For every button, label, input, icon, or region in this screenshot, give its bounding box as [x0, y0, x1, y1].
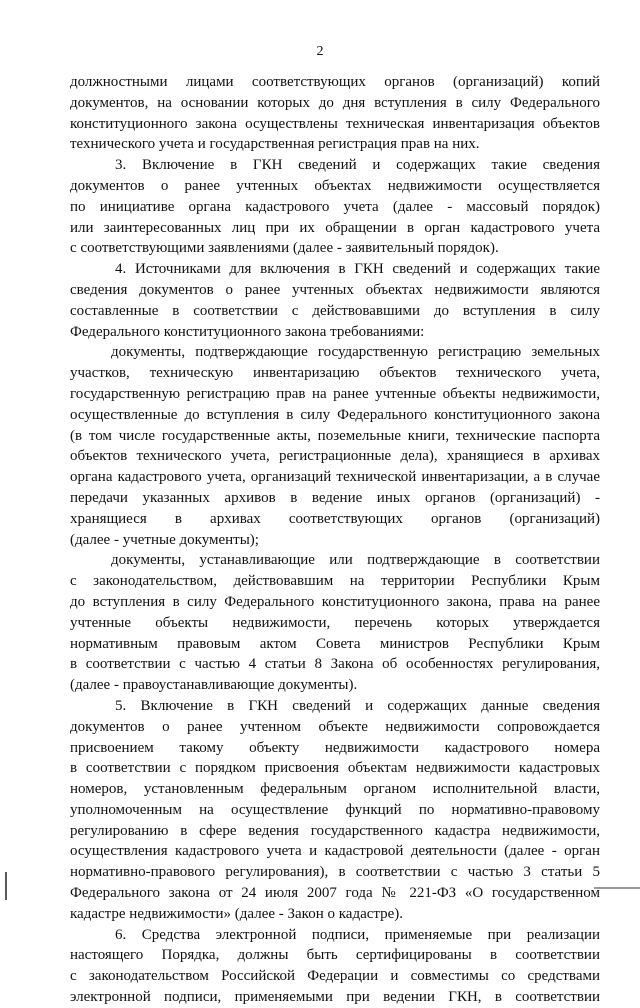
text-line: Федерального закона от 24 июля 2007 года № 221-ФЗ «О государственном	[70, 885, 600, 902]
text-line: настоящего Порядка, должны быть сертифицированы в соответствии	[70, 947, 600, 964]
text-line: с соответствующими заявлениями (далее - заявительный порядок).	[70, 240, 499, 257]
text-line: осуществления кадастрового учета и кадастровой деятельности (далее - орган	[70, 843, 600, 860]
text-line: нормативно-правового регулирования), в соответствии с частью 3 статьи 5	[70, 864, 600, 881]
text-line: или заинтересованных лиц при их обращении в орган кадастрового учета	[70, 219, 600, 236]
text-line: должностными лицами соответствующих органов (организаций) копий	[70, 74, 600, 90]
text-line: присвоением такому объекту недвижимости кадастрового номера	[70, 739, 600, 756]
text-line: кадастре недвижимости» (далее - Закон о кадастре).	[70, 905, 404, 922]
text-line: номеров, установленным федеральным органом исполнительной власти,	[70, 781, 600, 798]
text-line: по инициативе органа кадастрового учета (далее - массовый порядок)	[70, 198, 600, 215]
text-line: в соответствии с порядком присвоения объектам недвижимости кадастровых	[70, 760, 600, 777]
text-line: до вступления в силу Федерального конституционного закона, права на ранее	[70, 593, 600, 610]
text-line: (в том числе государственные акты, поземельные книги, технические паспорта	[70, 427, 600, 444]
text-line: 5. Включение в ГКН сведений и содержащих данные сведения	[115, 697, 600, 714]
text-line: хранящиеся в архивах соответствующих органов (организаций)	[70, 510, 600, 527]
text-line: электронной подписи, применяемыми при ведении ГКН, в соответствии	[70, 989, 600, 1006]
text-line: в соответствии с частью 4 статьи 8 Закона об особенностях регулирования,	[70, 656, 600, 673]
text-line: с законодательством Российской Федерации и совместимы со средствами	[70, 968, 600, 985]
text-line: документов, на основании которых до дня вступления в силу Федерального	[70, 94, 600, 111]
text-line: (далее - учетные документы);	[70, 531, 259, 548]
text-line: (далее - правоустанавливающие документы).	[70, 677, 358, 694]
text-line: сведения документов о ранее учтенных объектах недвижимости являются	[70, 281, 600, 298]
text-line: документов о ранее учтенных объектах недвижимости осуществляется	[70, 177, 600, 194]
text-line: объектов технического учета, регистрационные дела), хранящиеся в архивах	[70, 448, 600, 465]
text-line: 3. Включение в ГКН сведений и содержащих такие сведения	[115, 157, 600, 174]
text-line: нормативным правовым актом Совета министров Республики Крым	[70, 635, 600, 652]
text-line: государственную регистрацию прав на ранее учтенные объекты недвижимости,	[70, 385, 600, 402]
page-number: 2	[316, 44, 324, 59]
document-body	[70, 72, 600, 1008]
text-line: осуществленные до вступления в силу Федерального конституционного закона	[70, 406, 600, 423]
text-line: 4. Источниками для включения в ГКН сведений и содержащих такие	[115, 261, 600, 278]
text-line: уполномоченным на осуществление функций по нормативно-правовому	[70, 801, 600, 818]
text-line: документов о ранее учтенном объекте недвижимости сопровождается	[70, 718, 600, 735]
text-line: органа кадастрового учета, организаций технической инвентаризации, а в случае	[70, 469, 600, 486]
text-line: участков, техническую инвентаризацию объектов технического учета,	[70, 365, 600, 382]
text-line: с законодательством, действовавшим на территории Республики Крым	[70, 573, 600, 590]
text-line: конституционного закона осуществлены техническая инвентаризация объектов	[70, 115, 600, 132]
text-line: технического учета и государственная регистрация прав на них.	[70, 136, 480, 153]
text-line: документы, устанавливающие или подтверждающие в соответствии	[111, 552, 600, 569]
text-line: Федерального конституционного закона требованиями:	[70, 323, 425, 340]
text-line: 6. Средства электронной подписи, применяемые при реализации	[115, 926, 600, 943]
text-line: учтенные объекты недвижимости, перечень которых утверждается	[70, 614, 600, 631]
text-line: составленные в соответствии с действовавшими до вступления в силу	[70, 302, 600, 319]
text-line: регулированию в сфере ведения государственного кадастра недвижимости,	[70, 822, 600, 839]
text-line: документы, подтверждающие государственную регистрацию земельных	[111, 344, 600, 361]
text-line: передачи указанных архивов в ведение иных органов (организаций) -	[70, 489, 600, 506]
